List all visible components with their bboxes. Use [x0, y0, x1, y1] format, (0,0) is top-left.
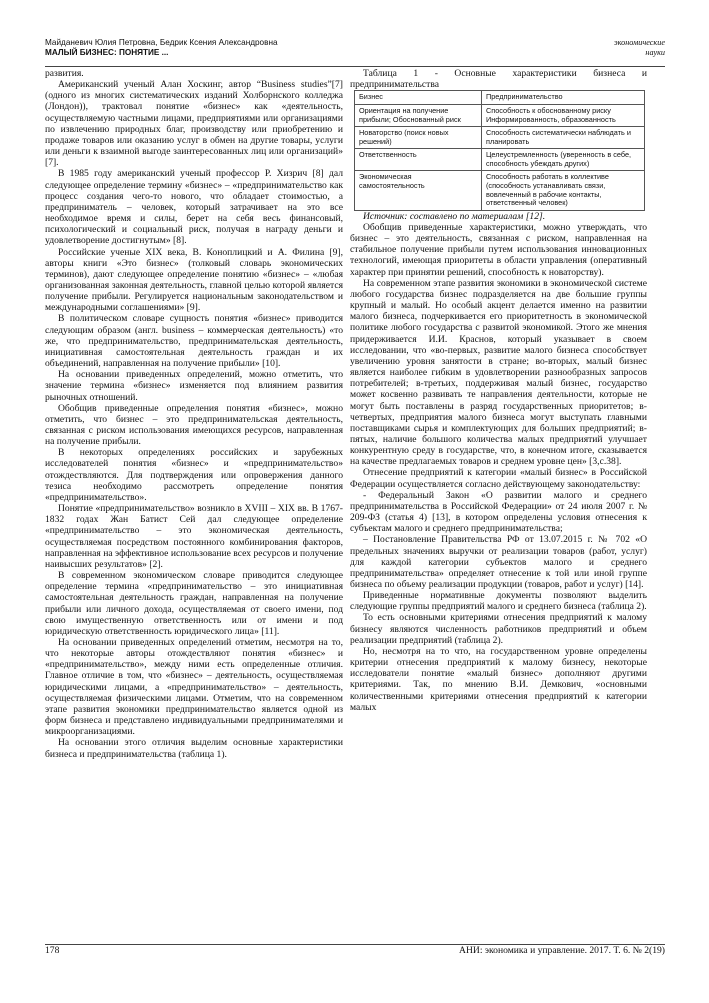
table-row	[355, 104, 645, 126]
table-caption: Таблица 1 - Основные характеристики бизнеса и предпринимательства	[350, 68, 647, 91]
characteristics-table	[354, 90, 645, 211]
paragraph: На современном этапе развития экономики в экономической системе любого государства бизнес подразделяется на две большие группы крупный и малый. Но особый акцент делается именно на развитии малого бизнеса, подчеркивается его приоритетность в экономической политике любого государства с развитой экономикой. Этого же мнения придерживается И.И. Краснов, который указывает в своем исследовании, что «во-первых, развитие малого бизнеса способствует увеличению уровня занятости в стране; во-вторых, малый бизнес является наиболее гибким в удовлетворении разнообразных запросов потребителей; в-третьих, поддерживая малый бизнес, государство может косвенно развивать те направления деятельности, которые не могут быть поставлены в разряд государственных приоритетов; в-четвертых, предприятия малого бизнеса могут выступать главными поставщиками сырья и комплектующих для больших предприятий; в-пятых, наличие большого количества малых предприятий улучшает конкурентную среду в государстве, что, в конечном итоге, сказывается на качестве предлагаемых товаров и среднем уровне цен» [3,с.38].	[350, 277, 647, 468]
table-cell: Ответственность	[355, 149, 482, 171]
paragraph: Отнесение предприятий к категории «малый бизнес» в Российской Федерации осуществляется согласно действующему законодательству:	[350, 467, 647, 490]
paragraph: То есть основными критериями отнесения предприятий к малому бизнесу являются численность работников предприятий и объем реализации предприятий (таблица 2).	[350, 612, 647, 646]
table-header-cell: Предпринимательство	[482, 91, 645, 105]
paragraph: - Федеральный Закон «О развитии малого и среднего предпринимательства в Российской Федерации» от 24 июля 2007 г. № 209-ФЗ (статья 4) [13], в котором определены условия отнесения к субъектам малого и среднего предпринимательства;	[350, 489, 647, 535]
paragraph: На основании этого отличия выделим основные характеристики бизнеса и предпринимательства (таблица 1).	[45, 737, 343, 760]
paragraph: Понятие «предпринимательство» возникло в XVIII – XIX вв. В 1767-1832 годах Жан Батист Сей дал следующее определение «предпринимательство – это экономическая деятельность, осуществляемая посредством постоянного комбинирования факторов, направленная на эффективное использование всех ресурсов и получение наивысших результатов» [2].	[45, 503, 344, 570]
journal-citation: АНИ: экономика и управление. 2017. Т. 6. № 2(19)	[459, 945, 665, 956]
running-header	[45, 38, 665, 68]
paragraph: Обобщив приведенные характеристики, можно утверждать, что бизнес – это деятельность, связанная с риском, направленная на стабильное получение прибыли путем использования инновационных технологий, имеющая приоритеты в области управления (оперативный характер при принятии решений, способность к новаторству).	[350, 222, 647, 278]
paragraph: – Постановление Правительства РФ от 13.07.2015 г. № 702 «О предельных значениях выручки от реализации товаров (работ, услуг) для каждой категории субъектов малого и среднего предпринимательства» определяет отнесение к той или иной группе бизнеса по объему реализации продукции (товаров, работ и услуг) [14].	[350, 534, 647, 590]
table-source-note: Источник: составлено по материалам [12].	[363, 210, 546, 222]
header-authors: Майданевич Юлия Петровна, Бедрик Ксения Александровна	[45, 38, 278, 47]
header-article-title: МАЛЫЙ БИЗНЕС: ПОНЯТИЕ ...	[45, 48, 169, 57]
page-number: 178	[45, 945, 60, 956]
header-section	[545, 38, 665, 58]
paragraph: развития.	[45, 68, 84, 79]
paragraph: На основании приведенных определений, можно отметить, что значение термина «бизнес» изменяется под влиянием развития рыночных отношений.	[45, 369, 343, 403]
header-divider	[45, 66, 665, 67]
paragraph: Но, несмотря на то что, на государственном уровне определены критерии отнесения предприятий к малому бизнесу, некоторые исследователи понятие «малый бизнес» дополняют другими критериями. Так, по мнению В.И. Демкович, «основными количественными критериями отнесения предприятий к категории малых	[350, 645, 647, 713]
paragraph: Российские ученые XIX века, В. Коноплицкий и А. Филина [9], авторы книги «Это бизнес» (толковый словарь экономических терминов), дают следующее определение понятию «бизнес» – «любая организованная законная деятельность, главной целью которой является получение прибыли. Регулируется национальным законодательством и международными соглашениями» [9].	[45, 246, 343, 314]
paragraph: Приведенные нормативные документы позволяют выделить следующие группы предприятий малого и среднего бизнеса (таблица 2).	[350, 590, 647, 613]
paragraph: В современном экономическом словаре приводится следующее определение термина «предпринимательство – это инициативная самостоятельная деятельность граждан, направленная на получение прибыли или личного дохода, осуществляемая от своего имени, под свою имущественную ответственность или от имени и под юридическую ответственность юридического лица» [11].	[45, 570, 343, 637]
table-header-row	[355, 91, 645, 105]
right-column	[350, 68, 647, 713]
paragraph: В 1985 году американский ученый профессор Р. Хизрич [8] дал следующее определение термину «бизнес» – «предпринимательство как процесс создания чего-то нового, что обладает стоимостью, а предприниматель – человек, который затрачивает на это все необходимое время и силы, берет на себя весь финансовый, психологический и социальный риск, получая в награду деньги и удовлетворение достигнутым» [8].	[45, 168, 343, 247]
table-cell: Способность к обоснованному риску Информированность, образованность	[482, 104, 645, 126]
paragraph: В политическом словаре сущность понятия «бизнес» приводится следующим образом (англ. business – коммерческая деятельность) «то же, что предпринимательство, предпринимательская деятельность, инициативная самостоятельная деятельность граждан и их объединений, направленная на получение прибыли» [10].	[45, 313, 343, 370]
table-cell: Новаторство (поиск новых решений)	[355, 127, 482, 149]
table-cell: Ориентация на получение прибыли; Обоснованный риск	[355, 104, 482, 126]
table-cell: Экономическая самостоятельность	[355, 171, 482, 210]
page-footer	[45, 945, 665, 959]
paragraph: На основании приведенных определений отметим, несмотря на то, что некоторые авторы отождествляют понятия «бизнес» и «предпринимательство», между ними есть определенные отличия. Главное отличие в том, что «бизнес» – деятельность, осуществляемая юридическими лицами, а «предпринимательство» – деятельность, осуществляемая физическими лицами. Отметим, что на современном этапе развития экономики предпринимательство является одной из форм бизнеса и представлено индивидуальными предпринимателями и микроорганизациями.	[45, 636, 343, 738]
table-header-cell: Бизнес	[355, 91, 482, 105]
table-row	[355, 171, 645, 210]
paragraph: Американский ученый Алан Хоскинг, автор “Business studies”[7] (одного из многих систематических изданий Холборнского колледжа (Лондон)), трактовал понятие «бизнес» как «деятельность, осуществляемую частными лицами, предприятиями или организациями по извлечению природных благ, производству или приобретению и продаже товаров или оказанию услуг в обмен на другие товары, услуги или деньги к взаимной выгоде заинтересованных лиц или организаций» [7].	[45, 79, 343, 169]
header-section-line1: экономические	[613, 38, 665, 47]
left-column	[45, 68, 343, 760]
header-section-line2: науки	[645, 48, 665, 57]
paragraph: Обобщив приведенные определения понятия «бизнес», можно отметить, что бизнес – это предпринимательская деятельность, связанная с риском использования имеющихся ресурсов, направленная на получение прибыли.	[45, 402, 343, 448]
table-cell: Способность работать в коллективе (способность устанавливать связи, вовлеченный в рабочие контакты, ответственный человек)	[482, 171, 645, 210]
table-row	[355, 149, 645, 171]
table-cell: Способность систематически наблюдать и планировать	[482, 127, 645, 149]
table-row	[355, 127, 645, 149]
paragraph: В некоторых определениях российских и зарубежных исследователей понятия «бизнес» и «предпринимательство» отождествляются. Для подтверждения или опровержения данного тезиса необходимо рассмотреть определение понятия «предпринимательство».	[45, 447, 343, 503]
table-cell: Целеустремленность (уверенность в себе, способность убеждать других)	[482, 149, 645, 171]
